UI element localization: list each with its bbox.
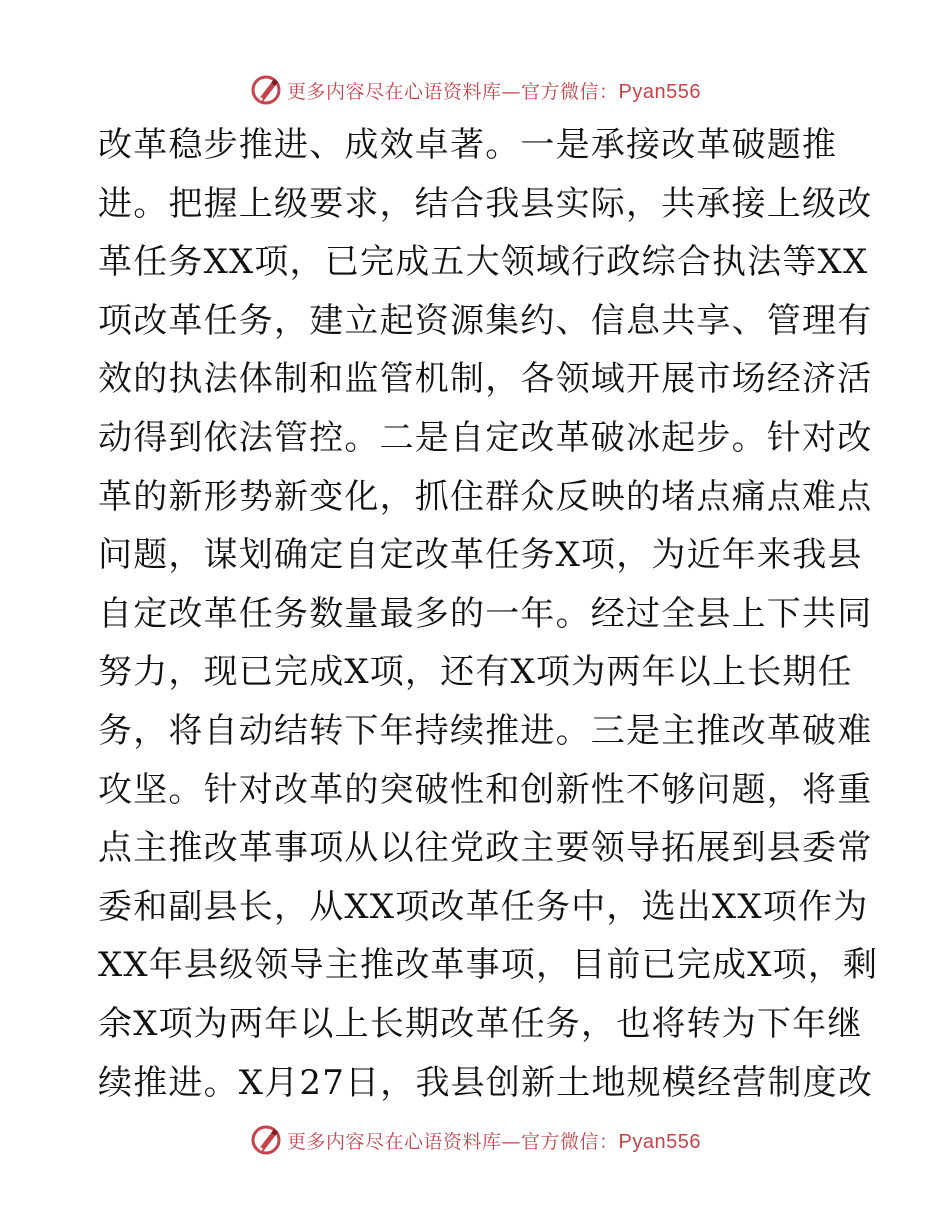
body-line: 革任务XX项，已完成五大领域行政综合执法等XX [98,242,869,283]
body-line: 效的执法体制和监管机制，各领域开展市场经济活 [98,359,873,400]
body-line: 自定改革任务数量最多的一年。经过全县上下共同 [98,593,873,634]
body-line: 余X项为两年以上长期改革任务，也将转为下年继 [98,1003,863,1044]
body-line: 项改革任务，建立起资源集约、信息共享、管理有 [98,300,873,341]
watermark-text-cn: 更多内容尽在心语资料库—官方微信： [287,80,619,103]
pen-logo-icon [249,73,283,107]
watermark-header [0,70,950,110]
body-line: XX年县级领导主推改革事项，目前已完成X项，剩 [98,945,879,986]
watermark-text-cn: 更多内容尽在心语资料库—官方微信： [287,1130,619,1153]
body-line: 问题，谋划确定自定改革任务X项，为近年来我县 [98,535,863,576]
body-line: 革的新形势新变化，抓住群众反映的堵点痛点难点 [98,476,873,517]
watermark-text [287,77,701,104]
body-line: 续推进。X月27日，我县创新土地规模经营制度改 [98,1062,874,1103]
body-line: 委和副县长，从XX项改革任务中，选出XX项作为 [98,886,869,927]
body-line: 务，将自动结转下年持续推进。三是主推改革破难 [98,710,873,751]
watermark-wechat-id: Pyan556 [618,1130,701,1153]
body-line: 攻坚。针对改革的突破性和创新性不够问题，将重 [98,769,873,810]
document-body [98,116,879,1112]
body-line: 动得到依法管控。二是自定改革破冰起步。针对改 [98,417,873,458]
watermark-footer [0,1120,950,1160]
body-line: 点主推改革事项从以往党政主要领导拓展到县委常 [98,828,873,869]
watermark-text [287,1127,701,1154]
body-line: 努力，现已完成X项，还有X项为两年以上长期任 [98,652,853,693]
watermark-wechat-id: Pyan556 [618,80,701,103]
pen-logo-icon [249,1123,283,1157]
body-line: 改革稳步推进、成效卓著。一是承接改革破题推 [98,125,838,165]
body-line: 进。把握上级要求，结合我县实际，共承接上级改 [98,183,873,224]
